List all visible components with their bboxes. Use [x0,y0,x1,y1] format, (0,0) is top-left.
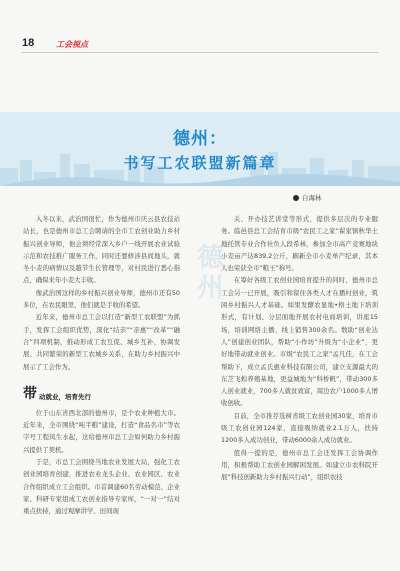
section-tag: 工会视点 [56,40,88,49]
paragraph: 值得一提的是，德州市总工会还发挥工会协调作用，积极帮助工农创业园解困发展。如建立市农科院开展“科技创新助力乡村振兴行动”，组织农技 [221,448,378,482]
article-title-line-1: 德州： [173,129,227,149]
paragraph: 入冬以来，武治国很忙，作为德州市庆云县农技站站长，也是德州市总工会聘请的全市工农创业助力乡村振兴创业导师，他会须经常深入乡户一线开展农业试验示范和农技推广服务工作，同时还要修涉县间地头，就冬小麦的病情以及越节生长管理等，对村民进行悉心指点，确保来年小麦大丰收。 [23,215,180,285]
header-divider [22,52,378,53]
paragraph: 关、开办技艺讲堂等形式，提供多层次的专业服务。临邑县总工会结育市级“农民工之家”翟家镇秋华土地托管专业合作社负人段希林，参加全市高产竞赛地块小麦亩产达839.2公斤，刷新全市小麦单产纪录，其本人也荣获全市“粮王”称号。 [221,215,378,273]
author-icon [293,195,299,201]
subhead-text: 动就业，培育先行 [39,392,91,401]
paragraph: 于是，市总工会围绕当地农业发展大局，强化工农创业园培育创建，推进农业龙头企业、农业园区、农业合作组织成立工会组织。市首调建60名劳动模范、企业家、科研专家组成工农创业指导专家库，“一对一”结对重点扶持，通过观摩讲学、田间现 [23,458,180,516]
author-byline [293,193,322,202]
paragraph: 在筹好各级工农创业园培育提升的同时，德州市总工会另一已开展，吸引和留住各类人才在播村创业，筑困乡村振兴人才基础。如果发酵农显地•格土地下培训形式，有计划、分层面地开展农村电商培训，讲座15场，培训网络主播、线上销售300余名。数助“创业达人”创建创业团队，帮助“小作坊”升级为“小企业”，更好地带动就业创业。市级“农民工之家”孟凡佳，在工会帮助下，成立孟氏惠业科技有限公司，建立支源最大的东芝飞蝗养殖基地，更益城地为“科桥帆”，带动300多人创业就业，700多人就贫致富，周边农户1000多人增收创收。 [221,276,378,408]
right-column [221,213,378,484]
subhead-initial: 带 [23,385,37,402]
paragraph: 近年来，德州市总工会以打造“新型工农联盟”为抓手，发挥工会组织优势，深化“结亲”“亲惠”“改革”“融合”四项机制，推动形成工农互促、城乡互补、协调发展、共同繁荣的新型工农城乡关系，在助力乡村振兴中展示了工会作为。 [23,313,180,371]
article-title-line-2: 书写工农联盟新篇章 [123,154,277,172]
paragraph: 目前，全市推荐选树省级工农创业园30家，培育市级工农创业园124家，直接吸纳就业2.1万人，扶持1200多人成功创业，带动6000余人成功就业。 [221,411,378,445]
background-watermark: 德州 [193,243,223,303]
paragraph: 像武治国这样的乡村振兴创业导师，德州市还有50多位，在农民眼里，他们就是手收的希望。 [23,288,180,310]
section-subhead [23,387,180,401]
paragraph: 位于山东省西北部的德州市，是个农业种植大市。近年来，全市围绕“吨半粮”建设，打造“食品名市”等农字号工程凤生水起，这给德州市总工会如何助力乡村振兴提供了契机。 [23,408,180,454]
page-number: 18 [22,37,35,49]
author-name: 自海林 [302,194,322,202]
left-column [23,213,180,518]
